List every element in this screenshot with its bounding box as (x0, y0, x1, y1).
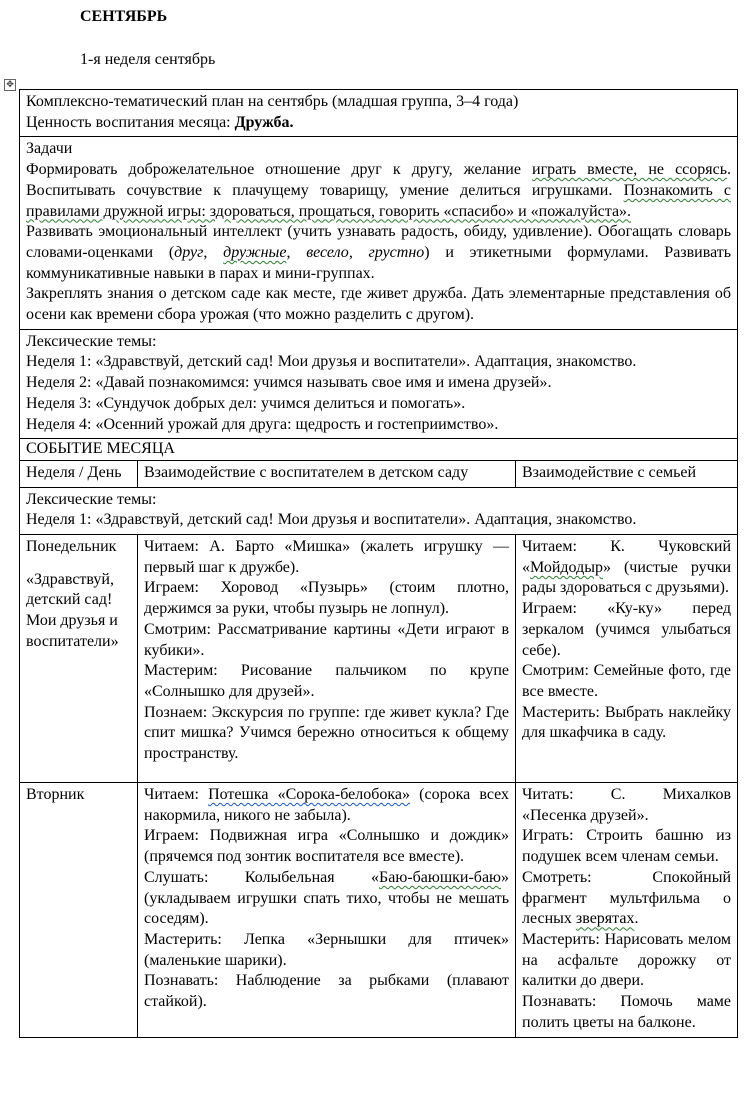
theme-week-2: Неделя 2: «Давай познакомимся: учимся называть свое имя и имена друзей». (26, 374, 552, 392)
monday-family-watch: Смотрим: Семейные фото, где все вместе. (522, 662, 732, 700)
monday-row (20, 535, 738, 783)
monday-family-read: Читаем: К. Чуковский «Мойдодыр» (чистые ручки рады здороваться с друзьями). (522, 538, 732, 597)
page-title: СЕНТЯБРЬ (80, 8, 168, 25)
theme-week-3: Неделя 3: «Сундучок добрых дел: учимся делиться и помогать». (26, 394, 466, 412)
monday-family-play: Играем: «Ку-ку» перед зеркалом (учимся улыбаться себе). (522, 600, 732, 659)
column-day-header: Неделя / День (20, 460, 138, 487)
column-family-header: Взаимодействие с семьей (516, 460, 738, 487)
monday-family-craft: Мастерить: Выбрать наклейку для шкафчика в саду. (522, 703, 732, 742)
theme-week-1: Неделя 1: «Здравствуй, детский сад! Мои друзья и воспитатели». Адаптация, знакомство. (26, 353, 637, 371)
tasks-paragraph-1: Формировать доброжелательное отношение друг к другу, желание играть вместе, не ссорясь. Воспитывать сочувствие к плачущему товарищу, умение делиться игрушками. Познакомить с правилами дружной игры: здороваться, прощаться, говорить «спасибо» и «пожалуйста». (26, 161, 732, 220)
tuesday-teacher-read: Читаем: Потешка «Сорока-белобока» (сорока всех накормила, никого не забыла). (144, 786, 509, 824)
event-cell: СОБЫТИЕ МЕСЯЦА (20, 439, 738, 461)
week-subtitle: 1-я неделя сентябрь (80, 51, 216, 68)
tasks-paragraph-3: Закреплять знания о детском саде как месте, где живет дружба. Дать элементарные представления об осени как времени сбора урожая (что можно разделить с другом). (26, 285, 732, 324)
tasks-title: Задачи (26, 140, 73, 158)
tuesday-row (20, 783, 738, 1037)
plan-header-row (20, 90, 738, 137)
tuesday-family-craft: Мастерить: Нарисовать мелом на асфальте дорожку от калитки до двери. (522, 930, 732, 990)
event-row (20, 439, 738, 461)
monday-teacher-watch: Смотрим: Рассматривание картины «Дети играют в кубики». (144, 620, 509, 659)
plan-value-bold: Дружба. (234, 113, 294, 131)
move-table-icon[interactable]: ✥ (4, 79, 16, 91)
plan-table (19, 89, 738, 1038)
tuesday-family-play: Играть: Строить башню из подушек всем членам семьи. (522, 827, 732, 866)
week-themes-row (20, 487, 738, 534)
tasks-paragraph-2: Развивать эмоциональный интеллект (учить узнавать радость, обиду, удивление). Обогащать словарь словами-оценками (друг, дружные, весело, грустно) и этикетными формулами. Развивать коммуникативные навыки в парах и мини-группах. (26, 223, 732, 282)
monday-teacher-read: Читаем: А. Барто «Мишка» (жалеть игрушку — первый шаг к дружбе). (144, 538, 509, 576)
tuesday-day: Вторник (26, 786, 85, 804)
monday-teacher-craft: Мастерим: Рисование пальчиком по крупе «Солнышко для друзей». (144, 662, 509, 700)
monday-theme: «Здравствуй, детский сад! Мои друзья и воспитатели» (26, 570, 119, 650)
tuesday-family-watch: Смотреть: Спокойный фрагмент мультфильма о лесных зверятах. (522, 868, 732, 928)
monday-teacher-learn: Познаем: Экскурсия по группе: где живет кукла? Где спит мишка? Учимся бережно относиться к общему пространству. (144, 703, 509, 763)
theme-week-4: Неделя 4: «Осенний урожай для друга: щедрость и гостеприимство». (26, 415, 499, 433)
plan-value: Ценность воспитания месяца: Дружба. (26, 113, 294, 131)
tuesday-teacher-listen: Слушать: Колыбельная «Баю-баюшки-баю» (укладываем игрушки спать тихо, чтобы не мешать соседям). (144, 868, 509, 928)
monday-teacher-play: Играем: Хоровод «Пузырь» (стоим плотно, держимся за руки, чтобы пузырь не лопнул). (144, 579, 509, 618)
monday-day: Понедельник (26, 538, 117, 556)
week-themes-title: Лексические темы: (26, 490, 157, 508)
column-teacher-header: Взаимодействие с воспитателем в детском саду (138, 460, 516, 487)
tuesday-family-read: Читать: С. Михалков «Песенка друзей». (522, 786, 732, 824)
tuesday-teacher-learn: Познавать: Наблюдение за рыбками (плавают стайкой). (144, 972, 509, 1011)
themes-title: Лексические темы: (26, 332, 157, 350)
tasks-row (20, 137, 738, 329)
themes-row (20, 329, 738, 439)
tuesday-teacher-play: Играем: Подвижная игра «Солнышко и дождик» (прячемся под зонтик воспитателя все вместе). (144, 827, 509, 866)
column-header-row (20, 460, 738, 487)
plan-title: Комплексно-тематический план на сентябрь (младшая группа, 3–4 года) (26, 93, 519, 110)
tuesday-teacher-craft: Мастерить: Лепка «Зернышки для птичек» (маленькие шарики). (144, 930, 509, 969)
week-themes-line: Неделя 1: «Здравствуй, детский сад! Мои друзья и воспитатели». Адаптация, знакомство. (26, 511, 637, 529)
tuesday-family-learn: Познавать: Помочь маме полить цветы на балконе. (522, 993, 732, 1031)
